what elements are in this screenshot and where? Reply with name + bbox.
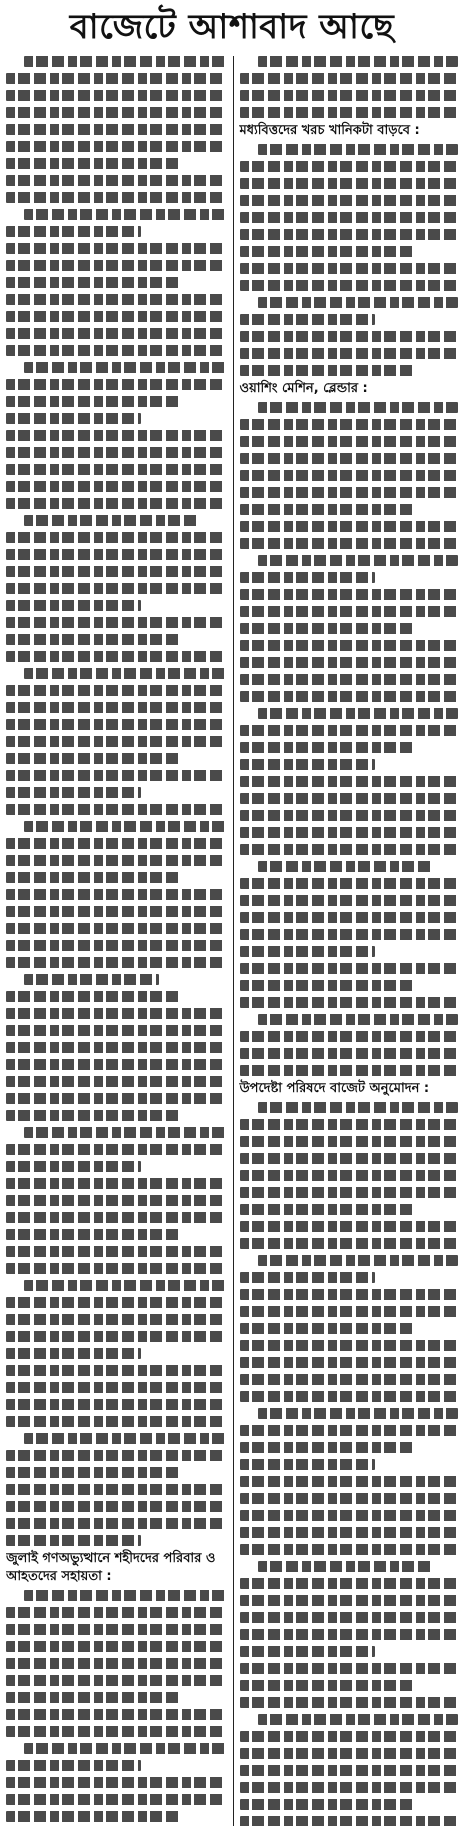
text-line [6,991,181,1002]
text-line [240,1782,459,1793]
text-line [258,861,433,872]
text-line [6,1059,225,1070]
text-line [24,1433,225,1444]
text-line [6,685,225,696]
text-line [240,1306,459,1317]
text-line [6,260,225,271]
text-line [240,1731,459,1742]
text-line [24,209,225,220]
text-line [6,481,225,492]
text-line [6,1331,225,1342]
text-line [6,770,225,781]
text-line [6,243,225,254]
text-line [6,1263,225,1274]
text-line [240,827,459,838]
text-line [240,1238,459,1249]
text-line [6,1416,225,1427]
text-line [6,1178,225,1189]
text-line [240,606,459,617]
text-line [6,1110,181,1121]
text-line [6,1726,225,1737]
body-text-block [6,56,225,1546]
text-line [240,1340,459,1351]
text-line [6,651,225,662]
text-line [6,923,225,934]
text-line [6,464,225,475]
text-line [240,1272,375,1283]
text-line [6,294,225,305]
text-line [240,1697,459,1708]
text-line [6,872,181,883]
text-line [240,1510,459,1521]
text-line [240,1527,459,1538]
text-line [6,702,225,713]
body-text-block [240,402,459,1076]
text-line [6,311,225,322]
text-line [240,742,415,753]
text-line [6,906,225,917]
body-text-block [240,144,459,376]
text-line [240,980,415,991]
text-line [6,1607,225,1618]
text-line [258,297,459,308]
text-line [240,1323,415,1334]
text-line [6,753,181,764]
text-line [240,1493,459,1504]
text-line [240,365,415,376]
text-line [240,246,415,257]
text-line [240,1799,415,1810]
text-line [240,161,459,172]
text-line [6,1450,225,1461]
text-line [6,379,225,390]
text-line [6,940,225,951]
text-line [6,1641,225,1652]
text-line [6,345,225,356]
text-line [258,1408,459,1419]
text-line [24,1743,225,1754]
text-line [240,725,459,736]
text-line [240,1204,415,1215]
text-line [240,1816,459,1826]
text-line [24,1590,225,1601]
text-line [6,1760,141,1771]
text-line [240,504,415,515]
text-line [240,487,459,498]
text-line [6,158,181,169]
text-line [240,107,459,118]
text-line [6,1658,225,1669]
text-line [240,1663,459,1674]
text-line [240,1646,375,1657]
text-line [6,736,225,747]
text-line [240,1170,459,1181]
text-line [24,974,159,985]
text-line [240,691,459,702]
text-line [6,430,225,441]
text-line [6,889,225,900]
text-line [6,719,225,730]
text-line [240,1680,415,1691]
text-line [240,1357,459,1368]
text-line [240,263,459,274]
text-line [240,878,459,889]
article-columns [6,56,458,1826]
text-line [240,178,459,189]
text-line [240,1612,459,1623]
text-line [240,912,459,923]
text-line [6,634,181,645]
text-line [240,331,459,342]
text-line [6,1348,141,1359]
text-line [6,583,225,594]
text-line [240,280,459,291]
text-line [24,362,225,373]
subheading-july-uprising: জুলাই গণঅভ্যুত্থানে শহীদদের পরিবার ও আহতদের সহায়তা : [6,1551,216,1584]
text-line [240,195,459,206]
text-line [240,1459,375,1470]
text-line [240,538,459,549]
text-line [24,515,199,526]
text-line [6,328,225,339]
text-line [6,1195,225,1206]
text-line [6,566,225,577]
text-line [24,668,225,679]
right-column [233,56,459,1826]
text-line [240,623,415,634]
text-line [6,838,225,849]
text-line [6,957,225,968]
text-line [240,759,375,770]
text-line [240,1221,459,1232]
text-line [240,1374,459,1385]
text-line [6,1518,225,1529]
text-line [258,708,459,719]
text-line [240,1289,459,1300]
text-line [240,436,459,447]
text-line [240,419,459,430]
text-line [240,844,459,855]
text-line [240,348,459,359]
subheading-advisory-council: উপদেষ্টা পরিষদে বাজেট অনুমোদন : [239,1081,430,1096]
text-line [6,498,225,509]
text-line [6,277,181,288]
text-line [6,1042,225,1053]
text-line [24,56,225,67]
text-line [6,1229,181,1240]
text-line [6,600,141,611]
text-line [6,1535,141,1546]
text-line [240,793,459,804]
text-line [240,810,459,821]
text-line [240,90,459,101]
text-line [240,1578,459,1589]
text-line [258,402,459,413]
text-line [6,1794,225,1805]
text-line [6,804,225,815]
text-line [240,1391,459,1402]
text-line [6,1501,225,1512]
text-line [240,963,459,974]
text-line [6,1161,141,1172]
headline: বাজেটে আশাবাদ আছে [69,7,395,47]
text-line [6,1624,225,1635]
text-line [240,929,459,940]
text-line [240,521,459,532]
text-line [6,1314,225,1325]
text-line [258,144,459,155]
text-line [6,1382,225,1393]
text-line [6,396,181,407]
text-line [6,532,225,543]
text-line [240,946,375,957]
text-line [6,1093,225,1104]
text-line [240,1425,459,1436]
text-line [6,787,141,798]
text-line [6,1246,225,1257]
body-text-block [240,1102,459,1826]
text-line [6,413,141,424]
text-line [240,1048,459,1059]
body-text-block [6,1590,225,1826]
text-line [240,212,459,223]
text-line [6,1008,225,1019]
text-line [240,1544,459,1555]
text-line [6,1811,181,1822]
text-line [6,1297,225,1308]
text-line [6,1709,225,1720]
text-line [240,1442,415,1453]
text-line [240,229,459,240]
text-line [258,1561,433,1572]
text-line [6,447,225,458]
text-line [240,640,459,651]
text-line [240,1031,459,1042]
text-line [240,895,459,906]
left-column [6,56,225,1826]
text-line [6,1777,225,1788]
subheading-middle-class: মধ্যবিত্তদের খরচ খানিকটা বাড়বে : [239,123,420,138]
text-line [240,674,459,685]
text-line [240,1476,459,1487]
text-line [6,1076,225,1087]
text-line [6,1399,225,1410]
text-line [6,73,225,84]
text-line [6,1692,181,1703]
text-line [6,1212,225,1223]
text-line [258,1255,459,1266]
text-line [240,1153,459,1164]
subheading-washing-machine: ওয়াশিং মেশিন, ব্লেন্ডার : [239,381,368,396]
text-line [240,470,459,481]
text-line [6,1025,225,1036]
text-line [6,1365,225,1376]
text-line [240,776,459,787]
text-line [240,1187,459,1198]
text-line [240,1765,459,1776]
text-line [240,1629,459,1640]
text-line [6,226,141,237]
text-line [240,1136,459,1147]
text-line [240,572,375,583]
text-line [240,314,375,325]
text-line [6,175,225,186]
text-line [24,821,225,832]
text-line [240,657,459,668]
text-line [258,1714,459,1725]
text-line [240,1065,459,1076]
text-line [240,1119,459,1130]
text-line [6,1675,225,1686]
text-line [6,549,225,560]
text-line [258,56,459,67]
text-line [240,1748,459,1759]
text-line [6,124,225,135]
text-line [6,90,225,101]
text-line [258,555,459,566]
text-line [6,1484,225,1495]
text-line [240,453,459,464]
text-line [258,1014,459,1025]
text-line [6,192,225,203]
text-line [6,617,225,628]
text-line [24,1127,225,1138]
text-line [6,141,225,152]
text-line [24,1280,225,1291]
text-line [6,107,225,118]
text-line [6,1144,225,1155]
text-line [6,1467,181,1478]
body-text-block [240,56,459,118]
text-line [240,997,459,1008]
text-line [240,73,459,84]
text-line [6,855,225,866]
text-line [240,1595,459,1606]
text-line [240,589,459,600]
text-line [258,1102,459,1113]
